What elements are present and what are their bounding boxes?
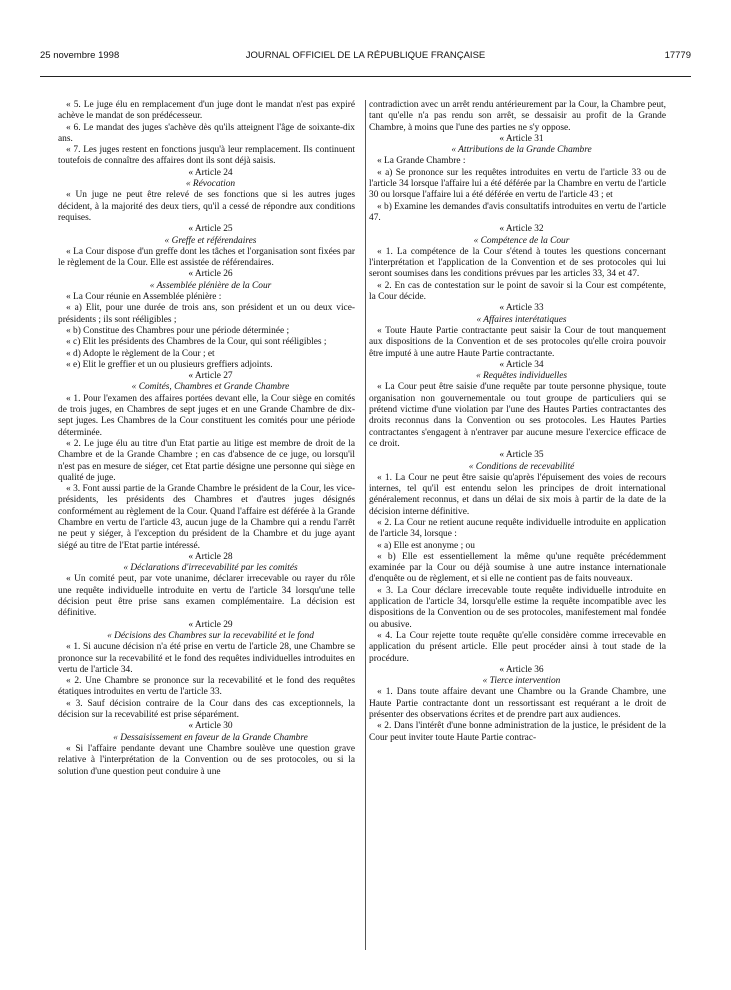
article-29-paragraph-1: « 1. Si aucune décision n'a été prise en vertu de l'article 28, une Chambre se prononce sur la recevabilité et le fond des requêtes individuelles introduites en vertu de l'article 34. [58,642,355,675]
article-31-title: « Attributions de la Grande Chambre [451,145,592,156]
article-28-heading: « Article 28 [188,551,233,562]
article-24-paragraph: « Un juge ne peut être relevé de ses fonctions que si les autres juges décident, à la majorité des deux tiers, qu'il a cessé de répondre aux conditions requises. [58,190,355,223]
article-23-paragraph-5: « 5. Le juge élu en remplacement d'un juge dont le mandat n'est pas expiré achève le mandat de son prédécesseur. [58,100,355,122]
article-30-title: « Dessaisissement en faveur de la Grande Chambre [113,732,308,743]
article-26-item-c: « c) Elit les présidents des Chambres de la Cour, qui sont rééligibles ; [66,337,327,348]
article-24-heading: « Article 24 [188,167,233,178]
article-27-paragraph-2: « 2. Le juge élu au titre d'un Etat partie au litige est membre de droit de la Chambre et de la Grande Chambre ; en cas d'absence de ce juge, ou lorsqu'il n'est pas en mesure de siéger, cet Etat partie désigne une personne qui siège en qualité de juge. [58,438,355,483]
article-33-title: « Affaires interétatiques [476,314,567,325]
article-33-heading: « Article 33 [499,303,544,314]
article-34-paragraph: « La Cour peut être saisie d'une requête par toute personne physique, toute organisation non gouvernementale ou tout groupe de particuliers qui se prétend victime d'une violation par l'une des Hautes Parties contractantes des droits reconnus dans la Convention ou ses protocoles. Les Hautes Parties contractantes s'engagent à n'entraver par aucune mesure l'exercice efficace de ce droit. [369,382,666,449]
article-29-paragraph-2: « 2. Une Chambre se prononce sur la recevabilité et le fond des requêtes étatiques introduites en vertu de l'article 33. [58,676,355,698]
article-30-paragraph-continued: contradiction avec un arrêt rendu antérieurement par la Cour, la Chambre peut, tant qu'elle n'a pas rendu son arrêt, se dessaisir au profit de la Grande Chambre, à moins que l'une des parties ne s'y oppose. [369,100,666,133]
article-26-title: « Assemblée plénière de la Cour [149,280,272,291]
article-35-paragraph-1: « 1. La Cour ne peut être saisie qu'après l'épuisement des voies de recours internes, tel qu'il est entendu selon les principes de droit international généralement reconnus, et dans un délai de six mois à partir de la date de la décision interne définitive. [369,472,666,517]
article-32-paragraph-1: « 1. La compétence de la Cour s'étend à toutes les questions concernant l'interprétation et l'application de la Convention et de ses protocoles qui lui seront soumises dans les conditions prévues par les articles 33, 34 et 47. [369,246,666,280]
article-27-paragraph-1: « 1. Pour l'examen des affaires portées devant elle, la Cour siège en comités de trois juges, en Chambres de sept juges et en une Grande Chambre de dix-sept juges. Les Chambres de la Cour constituent les comités pour une période déterminée. [58,393,355,438]
article-26-paragraph: « La Cour réunie en Assemblée plénière : [66,292,222,303]
article-34-heading: « Article 34 [499,359,544,370]
article-34-title: « Requêtes individuelles [475,371,568,382]
article-31-paragraph: « La Grande Chambre : [377,156,466,167]
article-26-heading: « Article 26 [188,269,233,280]
article-35-paragraph-3: « 3. La Cour déclare irrecevable toute requête individuelle introduite en application de l'article 34, lorsqu'elle estime la requête incompatible avec les dispositions de la Convention ou de ses protocoles, manifestement mal fondée ou abusive. [369,585,666,630]
article-30-paragraph: « Si l'affaire pendante devant une Chambre soulève une question grave relative à l'interprétation de la Convention ou de ses protocoles, ou si la solution d'une question peut conduire à une [58,743,355,777]
article-32-paragraph-2: « 2. En cas de contestation sur le point de savoir si la Cour est compétente, la Cour décide. [369,280,666,303]
column-divider [365,100,366,950]
article-32-title: « Compétence de la Cour [473,235,570,246]
page-header [40,50,691,66]
article-36-paragraph-1: « 1. Dans toute affaire devant une Chambre ou la Grande Chambre, une Haute Partie contractante dont un ressortissant est requérant a le droit de présenter des observations écrites et de prendre part aux audiences. [369,687,666,721]
article-29-heading: « Article 29 [188,619,233,630]
article-36-heading: « Article 36 [499,664,544,675]
article-26-item-d: « d) Adopte le règlement de la Cour ; et [66,348,215,359]
article-31-item-a: « a) Se prononce sur les requêtes introduites en vertu de l'article 33 ou de l'article 34 lorsque l'affaire lui a été déférée par la Chambre en vertu de l'article 30 ou lorsque l'affaire lui a été déférée en vertu de l'article 43 ; et [369,167,666,201]
article-35-title: « Conditions de recevabilité [468,461,575,472]
article-26-item-e: « e) Elit le greffier et un ou plusieurs greffiers adjoints. [66,359,273,370]
article-35-paragraph-2: « 2. La Cour ne retient aucune requête individuelle introduite en application de l'article 34, lorsque : [369,517,666,540]
article-28-paragraph: « Un comité peut, par vote unanime, déclarer irrecevable ou rayer du rôle une requête individuelle introduite en vertu de l'article 34 lorsqu'une telle décision peut être prise sans examen complémentaire. La décision est définitive. [58,574,355,619]
right-column [369,100,666,950]
article-32-heading: « Article 32 [499,224,544,235]
article-30-heading: « Article 30 [188,721,233,732]
article-28-title: « Déclarations d'irrecevabilité par les comités [123,563,298,574]
article-27-title: « Comités, Chambres et Grande Chambre [131,382,290,393]
article-23-paragraph-6: « 6. Le mandat des juges s'achève dès qu'ils atteignent l'âge de soixante-dix ans. [58,122,355,144]
article-35-paragraph-4: « 4. La Cour rejette toute requête qu'elle considère comme irrecevable en application du présent article. Elle peut procéder ainsi à tout stade de la procédure. [369,630,666,664]
article-35-item-b: « b) Elle est essentiellement la même qu'une requête précédemment examinée par la Cour ou déjà soumise à une autre instance internationale d'enquête ou de règlement, et si elle ne contient pas de faits nouveaux. [369,551,666,585]
header-journal-title: JOURNAL OFFICIEL DE LA RÉPUBLIQUE FRANÇAISE [245,50,486,61]
article-31-heading: « Article 31 [499,133,544,144]
article-35-item-a: « a) Elle est anonyme ; ou [377,540,475,551]
left-column [58,100,355,950]
article-36-paragraph-2: « 2. Dans l'intérêt d'une bonne administration de la justice, le président de la Cour peut inviter toute Haute Partie contrac- [369,721,666,743]
article-27-heading: « Article 27 [188,371,233,382]
article-29-paragraph-3: « 3. Sauf décision contraire de la Cour dans des cas exceptionnels, la décision sur la recevabilité est prise séparément. [58,698,355,721]
article-25-heading: « Article 25 [188,224,233,235]
article-25-paragraph: « La Cour dispose d'un greffe dont les tâches et l'organisation sont fixées par le règlement de la Cour. Elle est assistée de référendaires. [58,246,355,269]
article-33-paragraph: « Toute Haute Partie contractante peut saisir la Cour de tout manquement aux dispositions de la Convention et de ses protocoles qu'elle croira pouvoir être imputé à une autre Haute Partie contractante. [369,325,666,359]
article-29-title: « Décisions des Chambres sur la recevabilité et le fond [107,630,314,641]
article-36-title: « Tierce intervention [482,676,561,687]
article-27-paragraph-3: « 3. Font aussi partie de la Grande Chambre le président de la Cour, les vice-présidents, les présidents des Chambres et d'autres juges désignés conformément au règlement de la Cour. Quand l'affaire est déférée à la Grande Chambre en vertu de l'article 43, aucun juge de la Chambre qui a rendu l'arrêt ne peut y siéger, à l'exception du président de la Chambre et du juge ayant siégé au titre de l'Etat partie intéressé. [58,484,355,551]
header-page-number: 17779 [664,50,691,61]
article-23-paragraph-7: « 7. Les juges restent en fonctions jusqu'à leur remplacement. Ils continuent toutefois de connaître des affaires dont ils sont déjà saisis. [58,145,355,167]
article-25-title: « Greffe et référendaires [164,235,257,246]
article-35-heading: « Article 35 [499,450,544,461]
article-24-title: « Révocation [185,179,236,190]
header-rule [40,76,691,77]
header-date: 25 novembre 1998 [40,50,120,61]
article-26-item-b: « b) Constitue des Chambres pour une période déterminée ; [66,325,290,336]
article-26-item-a: « a) Elit, pour une durée de trois ans, son président et un ou deux vice-présidents ; ils sont rééligibles ; [58,303,355,325]
article-31-item-b: « b) Examine les demandes d'avis consultatifs introduites en vertu de l'article 47. [369,201,666,223]
